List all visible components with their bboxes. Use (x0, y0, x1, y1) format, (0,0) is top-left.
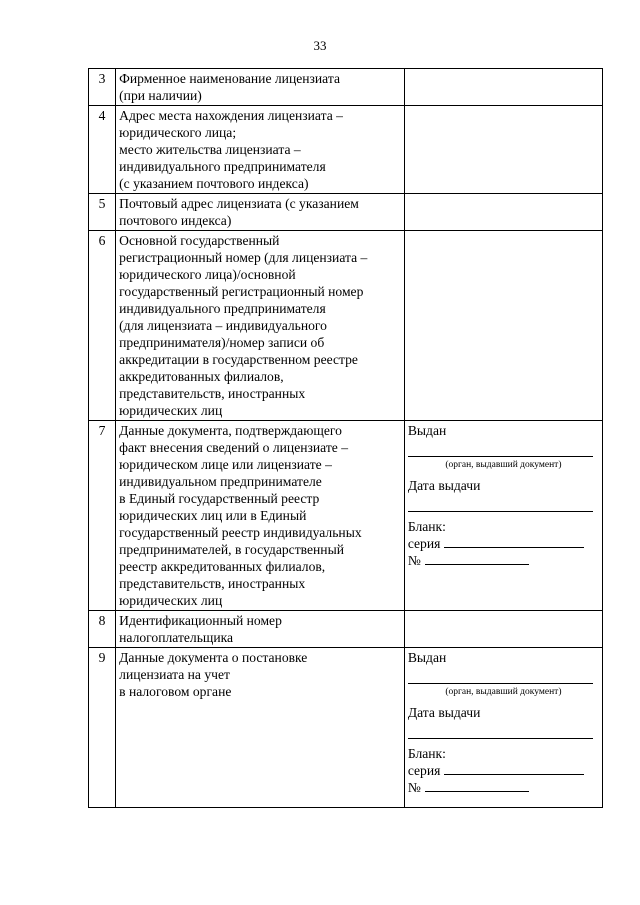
table-row (89, 106, 603, 194)
field-value[interactable] (404, 421, 602, 611)
description-line: реестр аккредитованных филиалов, (119, 559, 326, 574)
issued-by-blank[interactable] (408, 668, 593, 684)
field-description (116, 648, 405, 808)
field-value[interactable] (404, 69, 602, 106)
description-line: регистрационный номер (для лицензиата – (119, 250, 368, 265)
row-number: 7 (89, 421, 116, 611)
issued-by-caption: (орган, выдавший документ) (445, 460, 562, 470)
description-line: Данные документа, подтверждающего (119, 423, 342, 438)
table-row (89, 648, 603, 808)
field-description (116, 421, 405, 611)
description-line: юридического лица)/основной (119, 267, 296, 282)
field-value[interactable] (404, 194, 602, 231)
table-row (89, 69, 603, 106)
description-line: юридических лиц (119, 403, 223, 418)
issued-by-caption: (орган, выдавший документ) (445, 687, 562, 697)
description-line: государственный реестр индивидуальных (119, 525, 362, 540)
series-row (408, 762, 599, 779)
description-line: предпринимателя)/номер записи об (119, 335, 325, 350)
page-number: 33 (313, 38, 327, 53)
series-blank[interactable] (444, 535, 584, 548)
field-description (116, 69, 405, 106)
issue-date-blank[interactable] (408, 723, 593, 739)
description-line: лицензиата на учет (119, 667, 230, 682)
issued-label: Выдан (407, 650, 447, 665)
description-line: индивидуального предпринимателя (119, 301, 326, 316)
description-line: юридических лиц или в Единый (119, 508, 307, 523)
field-value[interactable] (404, 611, 602, 648)
row-number: 9 (89, 648, 116, 808)
field-value[interactable] (404, 106, 602, 194)
description-line: индивидуального предпринимателя (119, 159, 326, 174)
description-line: факт внесения сведений о лицензиате – (119, 440, 348, 455)
issue-date-label: Дата выдачи (407, 705, 481, 720)
series-row (408, 535, 599, 552)
description-line: юридическом лице или лицензиате – (119, 457, 332, 472)
table-row (89, 421, 603, 611)
description-line: аккредитованных филиалов, (119, 369, 284, 384)
field-description (116, 611, 405, 648)
field-value[interactable] (404, 648, 602, 808)
description-line: (при наличии) (119, 88, 202, 103)
description-line: предпринимателей, в государственный (119, 542, 344, 557)
field-value[interactable] (404, 231, 602, 421)
description-line: индивидуальном предпринимателе (119, 474, 322, 489)
table-row (89, 231, 603, 421)
description-line: (для лицензиата – индивидуального (119, 318, 327, 333)
description-line: налогоплательщика (119, 630, 234, 645)
description-line: Фирменное наименование лицензиата (119, 71, 340, 86)
row-number: 3 (89, 69, 116, 106)
field-description (116, 231, 405, 421)
row-number: 6 (89, 231, 116, 421)
number-sign-label: № (407, 553, 421, 568)
description-line: (с указанием почтового индекса) (119, 176, 309, 191)
table-row (89, 194, 603, 231)
description-line: Адрес места нахождения лицензиата – (119, 108, 343, 123)
number-row (408, 779, 599, 796)
issued-by-blank[interactable] (408, 441, 593, 457)
description-line: в налоговом органе (119, 684, 232, 699)
description-line: место жительства лицензиата – (119, 142, 301, 157)
description-line: представительств, иностранных (119, 386, 306, 401)
series-blank[interactable] (444, 762, 584, 775)
issued-label: Выдан (407, 423, 447, 438)
blank-label: Бланк: (407, 746, 446, 761)
description-line: государственный регистрационный номер (119, 284, 364, 299)
description-line: Идентификационный номер (119, 613, 282, 628)
description-line: представительств, иностранных (119, 576, 306, 591)
number-row (408, 552, 599, 569)
field-description (116, 194, 405, 231)
table-row (89, 611, 603, 648)
description-line: юридических лиц (119, 593, 223, 608)
license-details-table (88, 68, 603, 808)
row-number: 4 (89, 106, 116, 194)
issue-date-blank[interactable] (408, 496, 593, 512)
description-line: в Единый государственный реестр (119, 491, 320, 506)
issue-date-label: Дата выдачи (407, 478, 481, 493)
series-label: серия (407, 763, 441, 778)
description-line: Данные документа о постановке (119, 650, 308, 665)
description-line: аккредитации в государственном реестре (119, 352, 358, 367)
row-number: 8 (89, 611, 116, 648)
number-sign-label: № (407, 780, 421, 795)
blank-label: Бланк: (407, 519, 446, 534)
number-blank[interactable] (425, 552, 529, 565)
number-blank[interactable] (425, 779, 529, 792)
description-line: почтового индекса) (119, 213, 232, 228)
row-number: 5 (89, 194, 116, 231)
description-line: Основной государственный (119, 233, 280, 248)
description-line: юридического лица; (119, 125, 237, 140)
field-description (116, 106, 405, 194)
series-label: серия (407, 536, 441, 551)
description-line: Почтовый адрес лицензиата (с указанием (119, 196, 359, 211)
